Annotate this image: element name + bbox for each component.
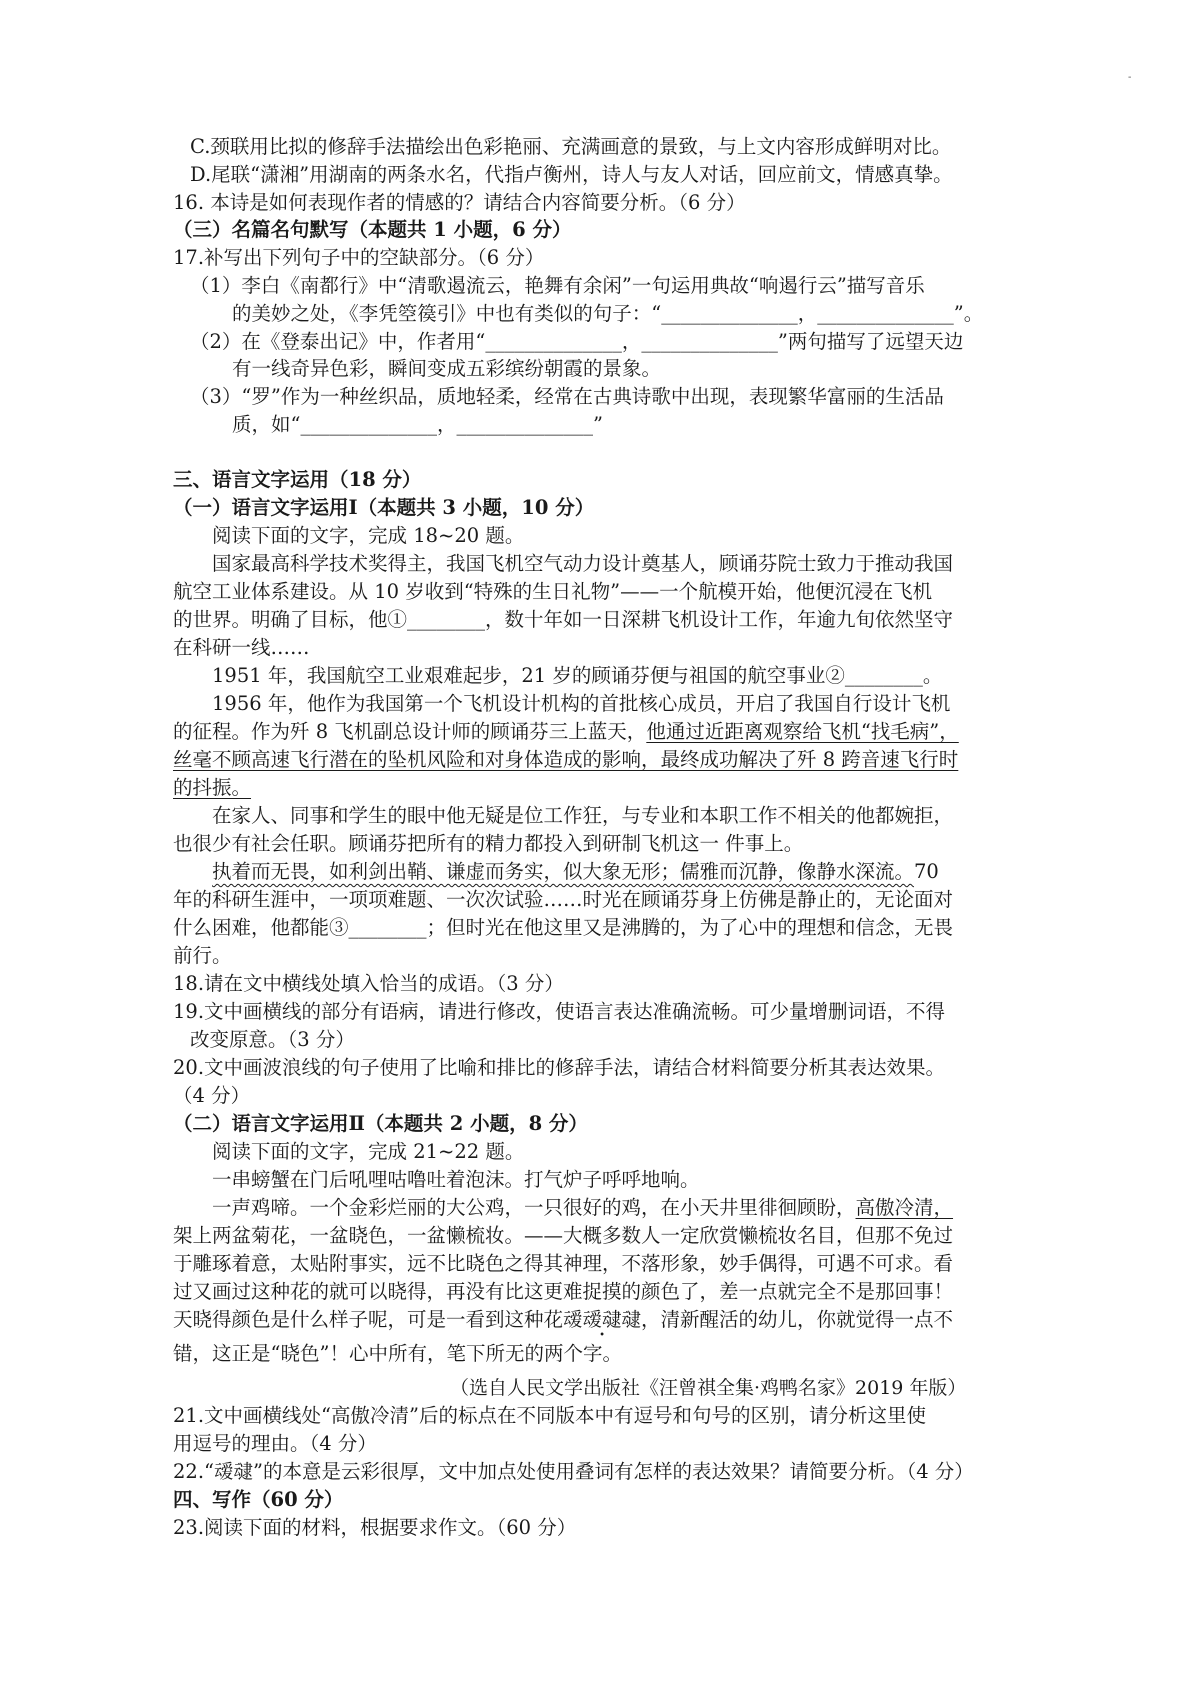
passage-2-line: 错，这正是“晓色”！心中所有，笔下所无的两个字。 bbox=[173, 1342, 622, 1365]
passage-1-line: 在家人、同事和学生的眼中他无疑是位工作狂，与专业和本职工作不相关的他都婉拒， bbox=[212, 804, 954, 827]
question-20: 20.文中画波浪线的句子使用了比喻和排比的修辞手法，请结合材料简要分析其表达效果。 bbox=[173, 1056, 946, 1079]
passage-1-line: 国家最高科学技术奖得主，我国飞机空气动力设计奠基人，顾诵芬院士致力于推动我国 bbox=[212, 552, 954, 575]
source-citation: （选自人民文学出版社《汪曾祺全集·鸡鸭名家》2019 年版） bbox=[450, 1377, 967, 1399]
question-21: 21.文中画横线处“高傲冷清”后的标点在不同版本中有逗号和句号的区别，请分析这里使 bbox=[173, 1404, 926, 1427]
passage-2-line: 一串螃蟹在门后吼哩咕噜吐着泡沫。打气炉子呼呼地响。 bbox=[212, 1168, 700, 1191]
passage-2-line: 架上两盆菊花，一盆晓色，一盆懒梳妆。——大概多数人一定欣赏懒梳妆名目，但那不免过 bbox=[173, 1224, 954, 1247]
reading-instruction-2: 阅读下面的文字，完成 21~22 题。 bbox=[212, 1140, 525, 1163]
passage-1-line: 1956 年，他作为我国第一个飞机设计机构的首批核心成员，开启了我国自行设计飞机 bbox=[212, 692, 951, 715]
underlined-sentence: 他通过近距离观察给飞机“找毛病”， bbox=[646, 720, 959, 743]
section-heading-3: （三）名篇名句默写（本题共 1 小题，6 分） bbox=[173, 218, 572, 241]
question-20-cont: （4 分） bbox=[173, 1084, 251, 1107]
underlined-phrase: 高傲冷清， bbox=[855, 1196, 954, 1219]
q17-item-1: （1）李白《南都行》中“清歌遏流云，艳舞有余闲”一句运用典故“响遏行云”描写音乐 bbox=[190, 274, 925, 297]
passage-1-line: 航空工业体系建设。从 10 岁收到“特殊的生日礼物”——一个航模开始，他便沉浸在飞机 bbox=[173, 580, 933, 603]
passage-text: 的征程。作为歼 8 飞机副总设计师的顾诵芬三上蓝天， bbox=[173, 720, 647, 743]
passage-1-line: 也很少有社会任职。顾诵芬把所有的精力都投入到研制飞机这一 件事上。 bbox=[173, 832, 804, 855]
question-22: 22.“叆叇”的本意是云彩很厚，文中加点处使用叠词有怎样的表达效果？请简要分析。（4 分） bbox=[173, 1460, 974, 1483]
wavy-sentence: 执着而无畏，如利剑出鞘、谦虚而务实，似大象无形；儒雅而沉静，像静水深流。 bbox=[212, 860, 915, 883]
q17-item-3: （3）“罗”作为一种丝织品，质地轻柔，经常在古典诗歌中出现，表现繁华富丽的生活品 bbox=[190, 385, 944, 408]
corner-mark: - bbox=[1128, 72, 1132, 83]
q17-item-2: （2）在《登泰出记》中，作者用“______________，______________”两句描写了远望天边 bbox=[190, 330, 964, 353]
part-heading-4: 四、写作（60 分） bbox=[173, 1488, 344, 1511]
subsection-heading-2: （二）语言文字运用Ⅱ（本题共 2 小题，8 分） bbox=[173, 1112, 588, 1135]
passage-text: 70 bbox=[914, 860, 939, 883]
q17-item-1-cont: 的美妙之处，《李凭箜篌引》中也有类似的句子：“______________，______________”。 bbox=[232, 302, 984, 325]
passage-1-line: 什么困难，他都能③________；但时光在他这里又是沸腾的，为了心中的理想和信念，无畏 bbox=[173, 916, 954, 939]
q17-item-2-cont: 有一线奇异色彩，瞬间变成五彩缤纷朝霞的景象。 bbox=[232, 357, 662, 380]
passage-1-line: 年的科研生涯中，一项项难题、一次次试验……时光在顾诵芬身上仿佛是静止的，无论面对 bbox=[173, 888, 954, 911]
passage-2-line bbox=[173, 1306, 953, 1334]
passage-2-line: 过又画过这种花的就可以晓得，再没有比这更难捉摸的颜色了，差一点就完全不是那回事！ bbox=[173, 1280, 954, 1303]
underlined-sentence: 的抖振。 bbox=[173, 776, 252, 799]
underlined-sentence: 丝毫不顾高速飞行潜在的坠机风险和对身体造成的影响，最终成功解决了歼 8 跨音速飞行时 bbox=[173, 748, 959, 771]
question-18: 18.请在文中横线处填入恰当的成语。（3 分） bbox=[173, 972, 564, 995]
question-16: 16. 本诗是如何表现作者的情感的？请结合内容简要分析。（6 分） bbox=[173, 191, 746, 214]
question-21-cont: 用逗号的理由。（4 分） bbox=[173, 1432, 377, 1455]
passage-2-line: 于雕琢着意，太贴附事实，远不比晓色之得其神理，不落形象，妙手偶得，可遇不可求。看 bbox=[173, 1252, 954, 1275]
passage-1-line: 前行。 bbox=[173, 944, 232, 967]
part-heading-3: 三、语言文字运用（18 分） bbox=[173, 468, 422, 491]
passage-text: 天晓得颜色是什么样子呢，可是一看到这种花 bbox=[173, 1308, 564, 1331]
question-23: 23.阅读下面的材料，根据要求作文。（60 分） bbox=[173, 1516, 577, 1539]
question-19-cont: 改变原意。（3 分） bbox=[190, 1028, 355, 1051]
passage-1-line bbox=[173, 718, 959, 746]
q17-item-3-cont: 质，如“______________，______________” bbox=[232, 413, 603, 436]
passage-1-line: 1951 年，我国航空工业艰难起步，21 岁的顾诵芬便与祖国的航空事业②________。 bbox=[212, 664, 943, 687]
question-17: 17.补写出下列句子中的空缺部分。（6 分） bbox=[173, 246, 545, 269]
passage-1-line bbox=[212, 858, 939, 886]
passage-1-line: 的世界。明确了目标，他①________，数十年如一日深耕飞机设计工作，年逾九旬依然坚守 bbox=[173, 608, 954, 631]
passage-text: ，清新醒活的幼儿，你就觉得一点不 bbox=[641, 1308, 954, 1331]
subsection-heading-1: （一）语言文字运用Ⅰ（本题共 3 小题，10 分） bbox=[173, 496, 595, 519]
reading-instruction-1: 阅读下面的文字，完成 18~20 题。 bbox=[212, 524, 525, 547]
question-19: 19.文中画横线的部分有语病，请进行修改，使语言表达准确流畅。可少量增删词语，不得 bbox=[173, 1000, 946, 1023]
passage-1-line: 在科研一线…… bbox=[173, 636, 310, 659]
passage-text: 一声鸡啼。一个金彩烂丽的大公鸡，一只很好的鸡，在小天井里徘徊顾盼， bbox=[212, 1196, 856, 1219]
dotted-word: 叆叆叇叇 bbox=[563, 1308, 642, 1331]
option-c: C.颈联用比拟的修辞手法描绘出色彩艳丽、充满画意的景致，与上文内容形成鲜明对比。 bbox=[190, 135, 952, 158]
passage-2-line bbox=[212, 1194, 953, 1222]
option-d: D.尾联“潇湘”用湖南的两条水名，代指卢衡州，诗人与友人对话，回应前文，情感真挚。 bbox=[190, 163, 953, 186]
